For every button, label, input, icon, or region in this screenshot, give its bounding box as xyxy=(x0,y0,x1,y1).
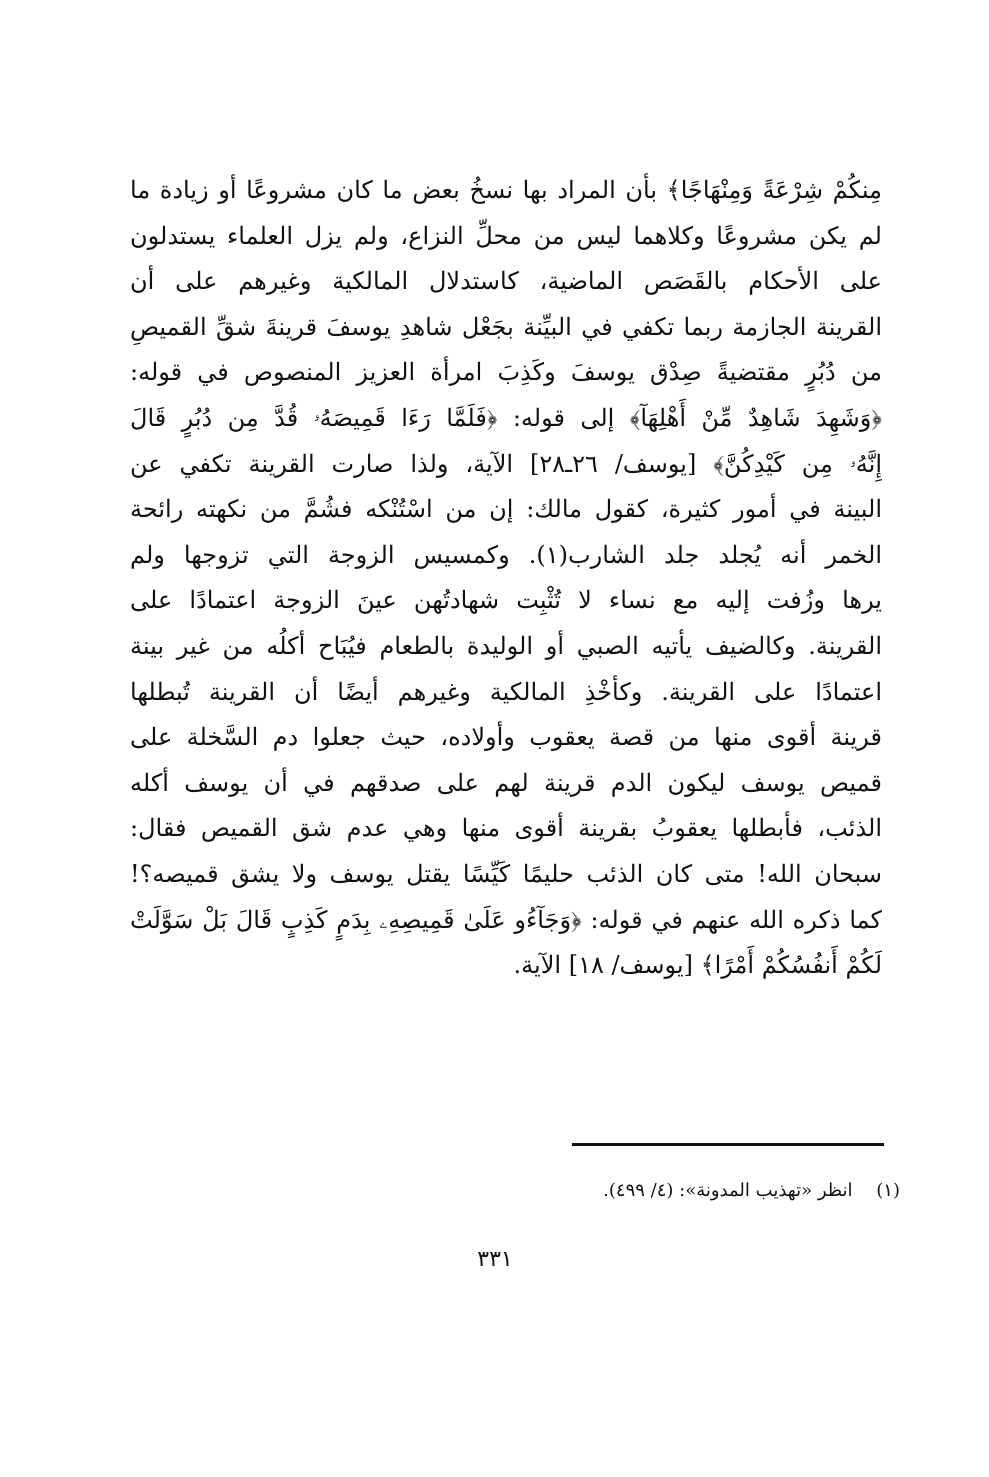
text-line: إِنَّهُۥ مِن كَيْدِكُنَّ﴾ [يوسف/ ٢٦ـ٢٨] الآية، ولذا صارت القرينة تكفي عن xyxy=(130,449,882,478)
text-line: سبحان الله! متى كان الذئب حليمًا كَيِّسًا يقتل يوسف ولا يشق قميصه؟! xyxy=(130,859,882,888)
footnote-separator xyxy=(572,1143,884,1146)
text-line: الخمر أنه يُجلد جلد الشارب(١). وكمسيس الزوجة التي تزوجها ولم xyxy=(130,540,882,569)
text-line: القرينة الجازمة ربما تكفي في البيِّنة بجَعْل شاهدِ يوسفَ قرينةَ شقِّ القميصِ xyxy=(130,312,882,341)
text-line: ﴿وَشَهِدَ شَاهِدٌ مِّنْ أَهْلِهَآ﴾ إلى قوله: ﴿فَلَمَّا رَءَا قَمِيصَهُۥ قُدَّ مِن دُبُرٍ قَالَ xyxy=(130,403,882,432)
page-number: ٣٣١ xyxy=(477,1247,513,1272)
footnote-number: (١) xyxy=(876,1180,900,1201)
footnote xyxy=(420,1176,900,1206)
text-line: البينة في أمور كثيرة، كقول مالك: إن من اسْتُنْكه فشُمَّ من نكهته رائحة xyxy=(130,495,882,524)
text-line: يرها وزُفت إليه مع نساء لا تُثْبِت شهادتُهن عينَ الزوجة اعتمادًا على xyxy=(130,586,882,615)
main-text-block xyxy=(130,168,882,989)
text-line: لم يكن مشروعًا وكلاهما ليس من محلِّ النزاع، ولم يزل العلماء يستدلون xyxy=(130,221,882,250)
text-line: الذئب، فأبطلها يعقوبُ بقرينة أقوى منها وهي عدم شق القميص فقال: xyxy=(130,814,882,843)
text-line: اعتمادًا على القرينة. وكأخْذِ المالكية وغيرهم أيضًا أن القرينة تُبطلها xyxy=(130,677,882,706)
text-line: القرينة. وكالضيف يأتيه الصبي أو الوليدة بالطعام فيُبَاح أكلُه من غير بينة xyxy=(130,631,882,660)
text-line: من دُبُرٍ مقتضيةً صِدْق يوسفَ وكَذِبَ امرأة العزيز المنصوص في قوله: xyxy=(130,358,882,387)
text-line: قرينة أقوى منها من قصة يعقوب وأولاده، حيث جعلوا دم السَّخلة على xyxy=(130,723,882,752)
text-line: مِنكُمْ شِرْعَةً وَمِنْهَاجًا﴾ بأن المراد بها نسخُ بعض ما كان مشروعًا أو زيادة ما xyxy=(130,176,882,204)
footnote-text: انظر «تهذيب المدونة»: (٤/ ٤٩٩). xyxy=(603,1180,853,1201)
text-line: قميص يوسف ليكون الدم قرينة لهم على صدقهم في أن يوسف أكله xyxy=(130,768,882,797)
text-line: على الأحكام بالقَصَص الماضية، كاستدلال المالكية وغيرهم على أن xyxy=(130,267,882,296)
text-line: كما ذكره الله عنهم في قوله: ﴿وَجَآءُو عَلَىٰ قَمِيصِهِۦ بِدَمٍ كَذِبٍ قَالَ بَلْ سَوَّلَتْ xyxy=(130,905,882,934)
text-line-last: لَكُمْ أَنفُسُكُمْ أَمْرًا﴾ [يوسف/ ١٨] الآية. xyxy=(513,951,882,980)
